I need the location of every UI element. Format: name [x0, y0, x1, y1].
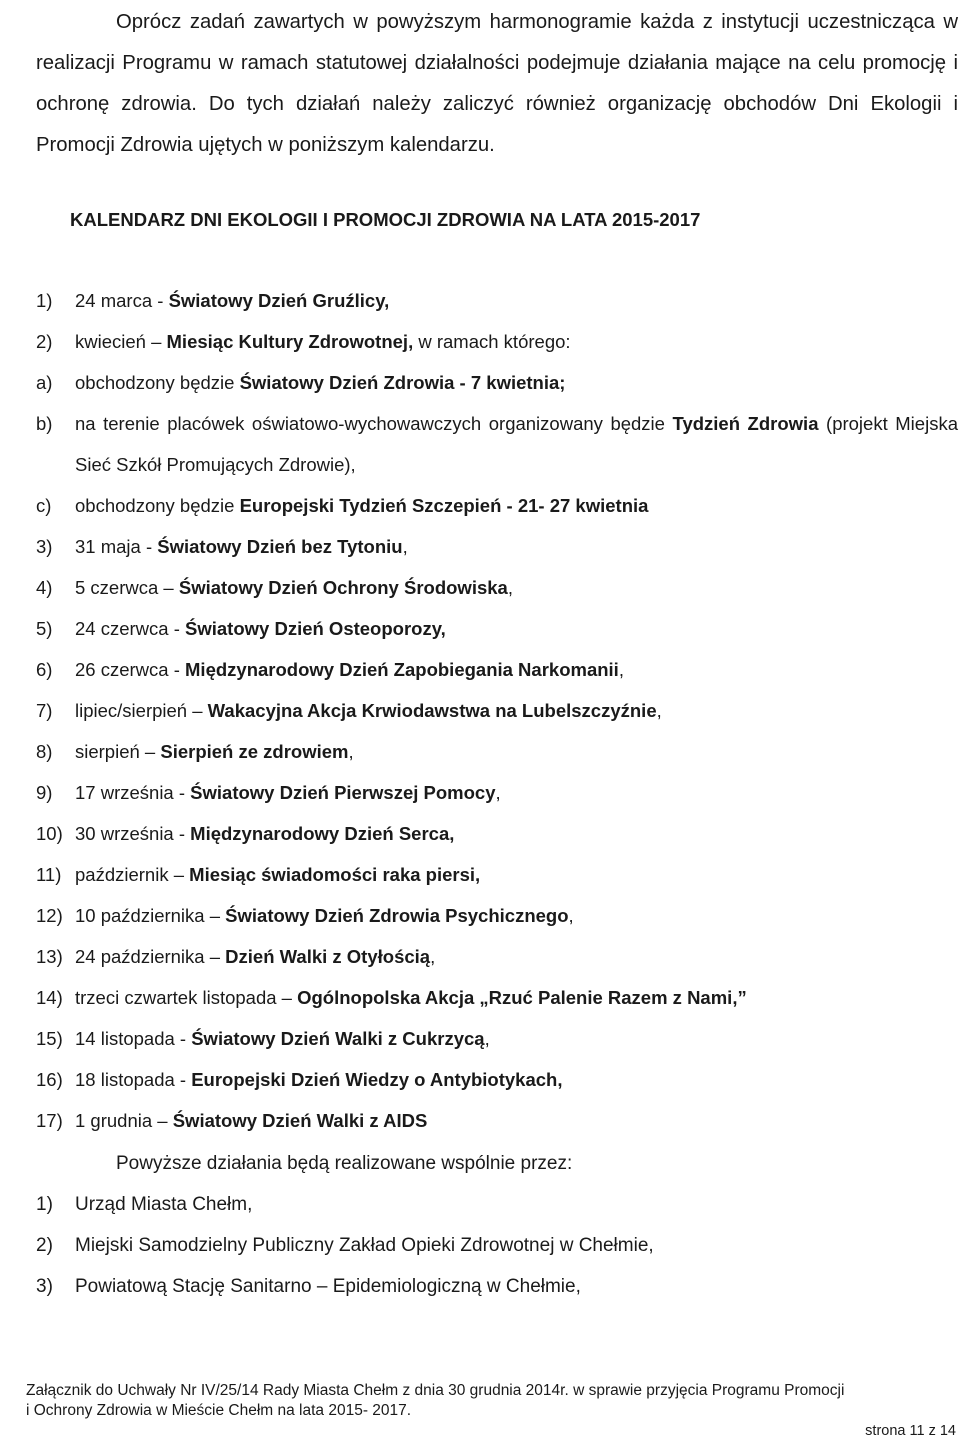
calendar-item [36, 936, 958, 977]
calendar-item [36, 854, 958, 895]
item-event: Światowy Dzień Osteoporozy, [185, 618, 446, 639]
calendar-item [36, 895, 958, 936]
item-text: 24 czerwca - [75, 618, 186, 639]
organizers-list [36, 1184, 936, 1307]
item-event: Światowy Dzień Zdrowia Psychicznego [225, 905, 569, 926]
item-text: sierpień – [75, 741, 161, 762]
item-text: 31 maja - [75, 536, 158, 557]
item-event: Miesiąc Kultury Zdrowotnej, [166, 331, 414, 352]
item-number: 14) [36, 987, 63, 1008]
organizers-intro: Powyższe działania będą realizowane wspólnie przez: [116, 1153, 573, 1174]
item-number: a) [36, 372, 53, 393]
item-event: Światowy Dzień Zdrowia - 7 kwietnia; [239, 372, 566, 393]
item-text: 26 czerwca - [75, 659, 186, 680]
item-event: Światowy Dzień Gruźlicy, [168, 290, 390, 311]
organizer-name: Powiatową Stację Sanitarno – Epidemiologiczną w Chełmie, [75, 1276, 581, 1297]
item-event: Wakacyjna Akcja Krwiodawstwa na Lubelszczyźnie [207, 700, 657, 721]
item-text: 14 listopada - [75, 1028, 192, 1049]
item-number: 8) [36, 741, 53, 762]
item-event: Dzień Walki z Otyłością [225, 946, 431, 967]
item-text: 1 grudnia – [75, 1110, 173, 1131]
organizer-item [36, 1266, 936, 1307]
item-number: 6) [36, 659, 53, 680]
item-text: 5 czerwca – [75, 577, 179, 598]
calendar-item [36, 1100, 958, 1141]
item-event: Ogólnopolska Akcja „Rzuć Palenie Razem z Nami,” [297, 987, 747, 1008]
item-number: 3) [36, 1276, 53, 1297]
calendar-item [36, 280, 958, 321]
item-suffix: , [348, 741, 354, 762]
calendar-item [36, 731, 958, 772]
item-number: 2) [36, 331, 53, 352]
item-suffix: (projekt Miejska Sieć Szkół Promujących Zdrowie), [75, 413, 958, 475]
item-number: 4) [36, 577, 53, 598]
item-event: Międzynarodowy Dzień Zapobiegania Narkomanii [185, 659, 619, 680]
item-number: 7) [36, 700, 53, 721]
item-number: b) [36, 413, 53, 434]
item-number: 2) [36, 1235, 53, 1256]
item-text: obchodzony będzie [75, 495, 240, 516]
item-text: lipiec/sierpień – [75, 700, 208, 721]
item-number: 11) [36, 864, 62, 885]
page-footer [26, 1381, 956, 1439]
item-suffix: , [656, 700, 662, 721]
calendar-item [36, 977, 958, 1018]
organizer-item [36, 1184, 936, 1225]
item-suffix: , [430, 946, 436, 967]
item-text: trzeci czwartek listopada – [75, 987, 298, 1008]
calendar-item [36, 1018, 958, 1059]
item-suffix: , [484, 1028, 490, 1049]
calendar-item [36, 649, 958, 690]
item-number: 1) [36, 1194, 53, 1215]
item-event: Europejski Dzień Wiedzy o Antybiotykach, [191, 1069, 563, 1090]
item-event: Światowy Dzień bez Tytoniu [157, 536, 403, 557]
item-suffix: , [402, 536, 408, 557]
item-text: obchodzony będzie [75, 372, 240, 393]
item-suffix: , [495, 782, 501, 803]
item-event: Miesiąc świadomości raka piersi, [189, 864, 481, 885]
item-number: 10) [36, 823, 63, 844]
calendar-item [36, 403, 958, 485]
organizer-item [36, 1225, 936, 1266]
item-suffix: w ramach którego: [413, 331, 571, 352]
item-suffix: , [568, 905, 574, 926]
calendar-list [36, 280, 958, 1141]
intro-paragraph: Oprócz zadań zawartych w powyższym harmonogramie każda z instytucji uczestnicząca w realizacji Programu w ramach statutowej działalności podejmuje działania mające na celu promocję i ochronę zdrowia. Do tych działań należy zaliczyć również organizację obchodów Dni Ekologii i Promocji Zdrowia ujętych w poniższym kalendarzu. [36, 11, 958, 156]
item-number: 16) [36, 1069, 63, 1090]
item-event: Międzynarodowy Dzień Serca, [190, 823, 455, 844]
footer-line: Załącznik do Uchwały Nr IV/25/14 Rady Miasta Chełm z dnia 30 grudnia 2014r. w sprawie przyjęcia Programu Promocji [26, 1382, 845, 1399]
item-event: Światowy Dzień Pierwszej Pomocy [190, 782, 496, 803]
item-text: 10 października – [75, 905, 226, 926]
item-event: Sierpień ze zdrowiem [160, 741, 349, 762]
item-text: 30 września - [75, 823, 191, 844]
organizer-name: Miejski Samodzielny Publiczny Zakład Opieki Zdrowotnej w Chełmie, [75, 1235, 654, 1256]
calendar-item [36, 813, 958, 854]
item-number: 15) [36, 1028, 63, 1049]
item-suffix: , [507, 577, 513, 598]
calendar-item [36, 1059, 958, 1100]
item-event: Tydzień Zdrowia [672, 413, 819, 434]
item-number: 5) [36, 618, 53, 639]
item-text: 17 września - [75, 782, 191, 803]
calendar-heading: KALENDARZ DNI EKOLOGII I PROMOCJI ZDROWIA NA LATA 2015-2017 [70, 209, 701, 230]
item-text: 24 października – [75, 946, 226, 967]
item-suffix: , [618, 659, 624, 680]
item-number: 3) [36, 536, 53, 557]
item-event: Światowy Dzień Ochrony Środowiska [178, 577, 508, 598]
calendar-item [36, 690, 958, 731]
footer-line: i Ochrony Zdrowia w Mieście Chełm na lata 2015- 2017. [26, 1402, 412, 1419]
item-number: 12) [36, 905, 63, 926]
calendar-item [36, 485, 958, 526]
organizer-name: Urząd Miasta Chełm, [75, 1194, 253, 1215]
calendar-item [36, 526, 958, 567]
calendar-item [36, 608, 958, 649]
item-number: 17) [36, 1110, 63, 1131]
item-event: Europejski Tydzień Szczepień - 21- 27 kwietnia [239, 495, 649, 516]
item-text: kwiecień – [75, 331, 167, 352]
item-text: 18 listopada - [75, 1069, 192, 1090]
page-number: strona 11 z 14 [865, 1423, 956, 1439]
item-number: c) [36, 495, 52, 516]
item-event: Światowy Dzień Walki z AIDS [172, 1110, 428, 1131]
item-number: 13) [36, 946, 63, 967]
item-text: na terenie placówek oświatowo-wychowawczych organizowany będzie [75, 413, 673, 434]
item-number: 9) [36, 782, 53, 803]
calendar-item [36, 362, 958, 403]
item-text: 24 marca - [75, 290, 169, 311]
calendar-item [36, 321, 958, 362]
calendar-item [36, 772, 958, 813]
item-number: 1) [36, 290, 53, 311]
calendar-item [36, 567, 958, 608]
item-text: październik – [75, 864, 190, 885]
item-event: Światowy Dzień Walki z Cukrzycą [191, 1028, 485, 1049]
